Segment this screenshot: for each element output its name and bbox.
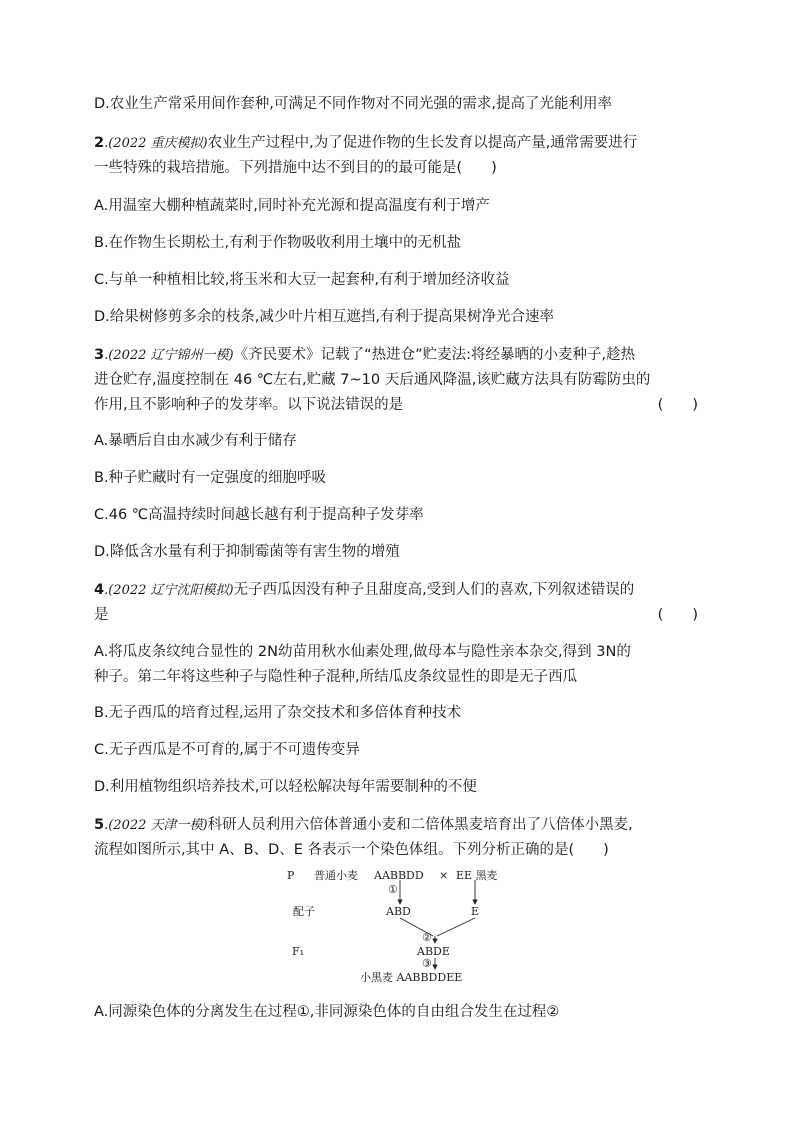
gamete-e: E: [471, 905, 480, 918]
f1-label: F₁: [292, 945, 305, 958]
question-stem-text: 作用,且不影响种子的发芽率。以下说法错误的是: [94, 397, 404, 413]
step-1-label: ①: [388, 883, 398, 896]
triticale-label: 小黑麦 AABBDDEE: [360, 971, 463, 984]
cross-symbol: ×: [439, 869, 449, 882]
q4-option-a-cont: 种子。第二年将这些种子与隐性种子混种,所结瓜皮条纹显性的即是无子西瓜: [94, 669, 578, 685]
parent-label: P: [287, 869, 295, 882]
question-stem-text: 农业生产过程中,为了促进作物的生长发育以提高产量,通常需要进行: [207, 135, 638, 151]
question-number: 2: [94, 135, 105, 151]
f1-genome: ABDE: [417, 945, 450, 958]
wheat-genome: AABBDD: [374, 869, 424, 882]
q2-option-a: A.用温室大棚种植蔬菜时,同时补充光源和提高温度有利于增产: [94, 198, 490, 214]
question-source: .(2022 辽宁锦州一模): [104, 348, 234, 363]
q4-option-a: A.将瓜皮条纹纯合显性的 2N幼苗用秋水仙素处理,做母本与隐性亲本杂交,得到 3N的: [94, 644, 631, 660]
question-4-stem-end: [94, 605, 698, 625]
question-source: .(2022 辽宁沈阳模拟): [104, 583, 234, 598]
q5-option-a: A.同源染色体的分离发生在过程①,非同源染色体的自由组合发生在过程②: [94, 1004, 560, 1020]
question-5-stem-cont: 流程如图所示,其中 A、B、D、E 各表示一个染色体组。下列分析正确的是( ): [94, 842, 609, 858]
wheat-name: 普通小麦: [314, 869, 358, 882]
question-5-stem: [94, 815, 698, 836]
q4-option-d: D.利用植物组织培养技术,可以轻松解决每年需要制种的不便: [94, 779, 477, 795]
q2-option-d: D.给果树修剪多余的枝条,减少叶片相互遮挡,有利于提高果树净光合速率: [94, 309, 554, 325]
question-3-stem-end: [94, 395, 698, 415]
question-2-stem-cont: 一些特殊的栽培措施。下列措施中达不到目的的最可能是( ): [94, 160, 497, 176]
step-2-label: ②: [422, 931, 432, 944]
question-stem-text: 是: [94, 607, 109, 623]
question-stem-text: 《齐民要术》记载了“热进仓”贮麦法:将经暴晒的小麦种子,趁热: [233, 347, 636, 363]
question-stem-text: 无子西瓜因没有种子且甜度高,受到人们的喜欢,下列叙述错误的: [233, 582, 635, 598]
breeding-flow-diagram: [284, 866, 524, 986]
question-number: 5: [94, 817, 105, 833]
diagram-arrows: [284, 866, 524, 986]
step-3-label: ③: [422, 957, 432, 970]
q2-option-b: B.在作物生长期松土,有利于作物吸收利用土壤中的无机盐: [94, 235, 462, 251]
question-number: 4: [94, 582, 105, 598]
rye-label: EE 黑麦: [456, 869, 498, 882]
q3-option-a: A.暴晒后自由水减少有利于储存: [94, 433, 297, 449]
q3-option-b: B.种子贮藏时有一定强度的细胞呼吸: [94, 470, 327, 486]
question-source: .(2022 天津一模): [104, 818, 208, 833]
gamete-label: 配子: [293, 905, 315, 918]
q4-option-b: B.无子西瓜的培育过程,运用了杂交技术和多倍体育种技术: [94, 705, 462, 721]
q1-option-d: D.农业生产常采用间作套种,可满足不同作物对不同光强的需求,提高了光能利用率: [94, 96, 612, 112]
q2-option-c: C.与单一种植相比较,将玉米和大豆一起套种,有利于增加经济收益: [94, 272, 510, 288]
answer-bracket: ( ): [657, 397, 698, 413]
q4-option-c: C.无子西瓜是不可育的,属于不可遗传变异: [94, 742, 360, 758]
q3-option-d: D.降低含水量有利于抑制霉菌等有害生物的增殖: [94, 544, 400, 560]
question-3-stem: [94, 345, 698, 366]
question-3-stem-cont: 进仓贮存,温度控制在 46 ℃左右,贮藏 7~10 天后通风降温,该贮藏方法具有防霉防虫的: [94, 372, 651, 388]
gamete-abd: ABD: [386, 905, 411, 918]
answer-bracket: ( ): [657, 607, 698, 623]
question-number: 3: [94, 347, 105, 363]
question-source: .(2022 重庆模拟): [104, 136, 208, 151]
question-2-stem: [94, 133, 698, 154]
q3-option-c: C.46 ℃高温持续时间越长越有利于提高种子发芽率: [94, 507, 424, 523]
question-4-stem: [94, 580, 698, 601]
question-stem-text: 科研人员利用六倍体普通小麦和二倍体黑麦培育出了八倍体小黑麦,: [207, 817, 633, 833]
arrow-gamete-right: [437, 918, 475, 936]
